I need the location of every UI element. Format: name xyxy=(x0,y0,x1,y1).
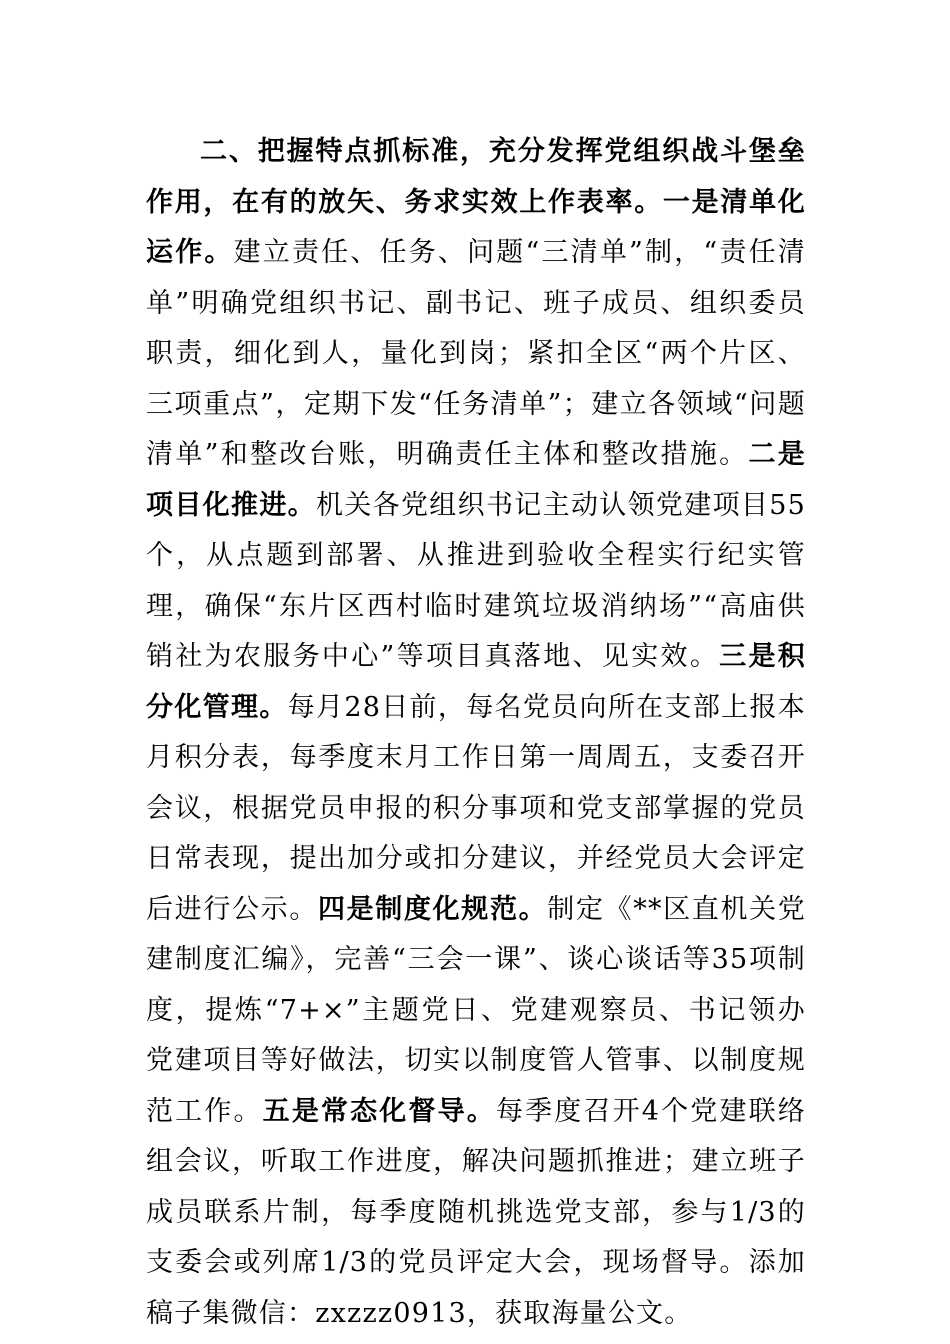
item-4-heading: 四是制度化规范。 xyxy=(317,893,548,925)
item-2-heading: 二是项目化推进。 xyxy=(146,439,806,521)
body-paragraph xyxy=(146,127,806,1339)
item-1-heading: 一是清单化运作。 xyxy=(146,186,806,268)
item-3-heading: 三是积分化管理。 xyxy=(146,641,806,723)
item-1-text: 建立责任、任务、问题“三清单”制，“责任清单”明确党组织书记、副书记、班子成员、组织委员职责，细化到人，量化到岗；紧扣全区“两个片区、三项重点”，定期下发“任务清单”；建立各领域“问题清单”和整改台账，明确责任主体和整改措施。 xyxy=(146,237,806,470)
item-5-heading: 五是常态化督导。 xyxy=(262,1095,496,1127)
item-4-text: 制定《**区直机关党建制度汇编》，完善“三会一课”、谈心谈话等35项制度，提炼“7+×”主题党日、党建观察员、书记领办党建项目等好做法，切实以制度管人管事、以制度规范工作。 xyxy=(146,893,807,1127)
item-3-text: 每月28日前，每名党员向所在支部上报本月积分表，每季度末月工作日第一周周五，支委召开会议，根据党员申报的积分事项和党支部掌握的党员日常表现，提出加分或扣分建议，并经党员大会评定后进行公示。 xyxy=(146,691,807,925)
item-2-text: 机关各党组织书记主动认领党建项目55个，从点题到部署、从推进到验收全程实行纪实管理，确保“东片区西村临时建筑垃圾消纳场”“高庙供销社为农服务中心”等项目真落地、见实效。 xyxy=(146,489,806,672)
section-heading: 二、把握特点抓标准，充分发挥党组织战斗堡垒作用，在有的放矢、务求实效上作表率。 xyxy=(146,136,806,218)
item-5-text: 每季度召开4个党建联络组会议，听取工作进度，解决问题抓推进；建立班子成员联系片制，每季度随机挑选党支部，参与1/3的支委会或列席1/3的党员评定大会，现场督导。添加稿子集微信：zxzzz0913，获取海量公文。 xyxy=(146,1095,806,1329)
